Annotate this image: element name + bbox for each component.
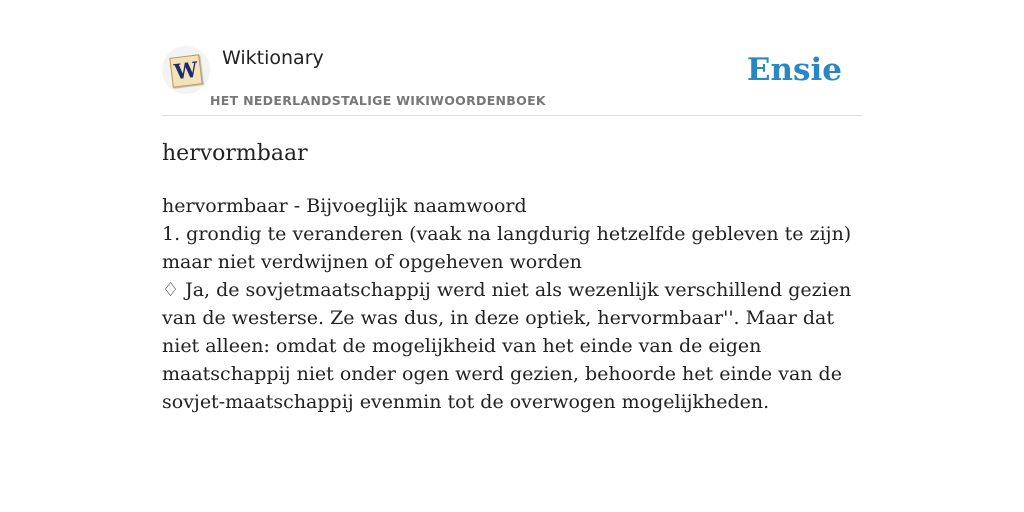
ensie-brand-link[interactable]: Ensie [746, 52, 842, 88]
logo-tile: W [169, 54, 202, 87]
site-header [162, 40, 862, 116]
site-tagline: HET NEDERLANDSTALIGE WIKIWOORDENBOEK [210, 93, 546, 108]
definition: 1. grondig te veranderen (vaak na langdurig hetzelfde gebleven te zijn) maar niet verdwijnen of opgeheven worden [162, 223, 852, 273]
headword-line: hervormbaar - Bijvoeglijk naamwoord [162, 195, 527, 217]
wiktionary-logo-icon[interactable] [162, 46, 210, 94]
page-title: hervormbaar [162, 141, 308, 166]
site-name[interactable]: Wiktionary [222, 47, 324, 69]
example-sentence: ♢ Ja, de sovjetmaatschappij werd niet als wezenlijk verschillend gezien van de westerse. Ze was dus, in deze optiek, hervormbaar''. Maar dat niet alleen: omdat de mogelijkheid van het einde van de eigen maatschappij niet onder ogen werd gezien, behoorde het einde van de sovjet-maatschappij evenmin tot de overwogen mogelijkheden. [162, 279, 852, 413]
entry-body [162, 192, 862, 416]
